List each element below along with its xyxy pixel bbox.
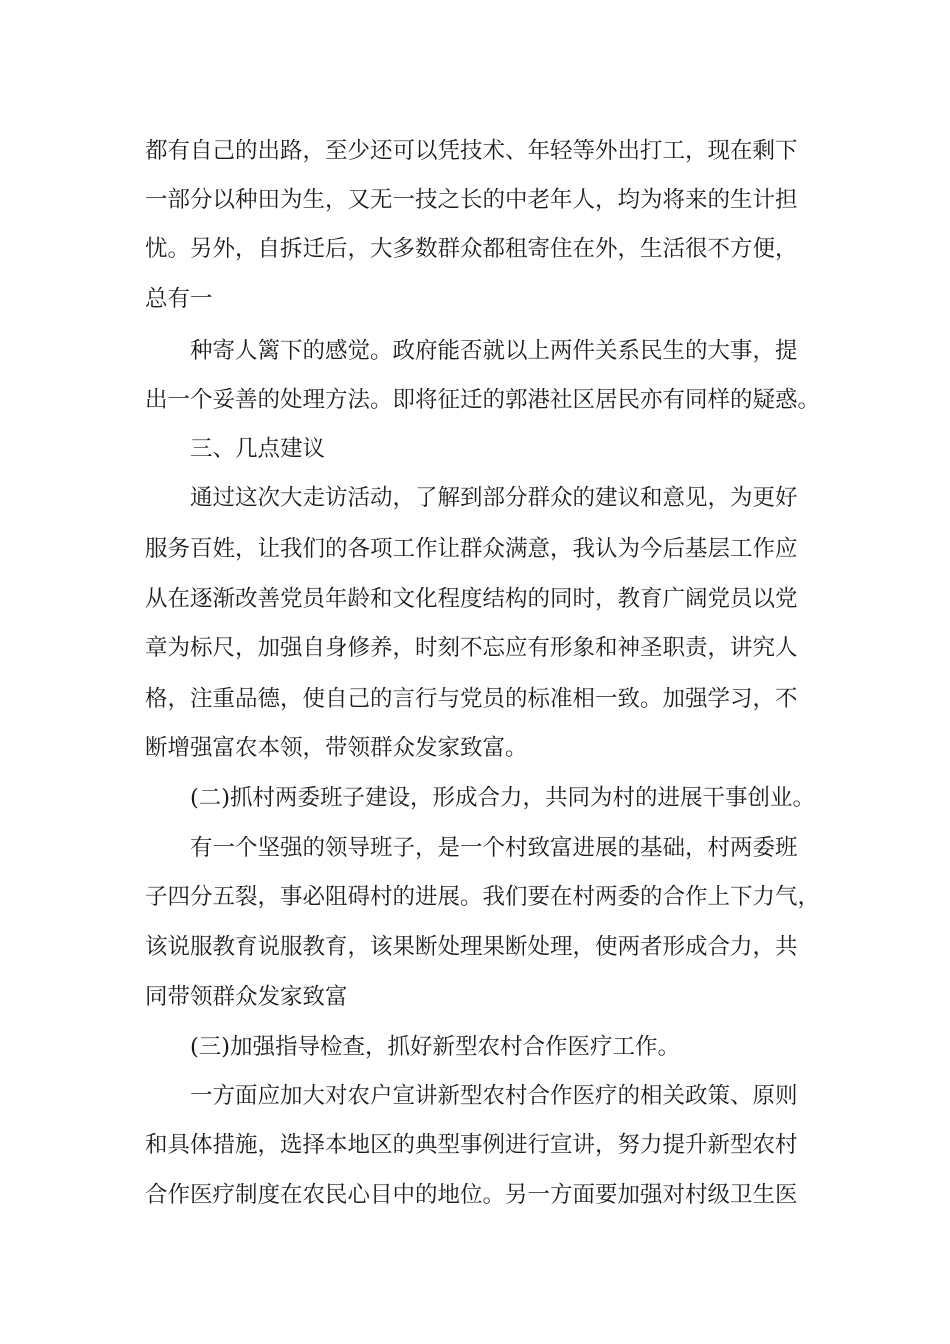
paragraph-first-line: 通过这次大走访活动，了解到部分群众的建议和意见，为更好 [190, 485, 798, 511]
text-line: 断增强富农本领，带领群众发家致富。 [145, 735, 528, 761]
text-line: 格，注重品德，使自己的言行与党员的标准相一致。加强学习，不 [145, 686, 798, 712]
section-heading: 三、几点建议 [190, 436, 326, 462]
text-line: 从在逐渐改善党员年龄和文化程度结构的同时，教育广阔党员以党 [145, 586, 798, 612]
subsection-heading: (三)加强指导检查，抓好新型农村合作医疗工作。 [190, 1034, 681, 1060]
text-line: 合作医疗制度在农民心目中的地位。另一方面要加强对村级卫生医 [145, 1182, 798, 1208]
paragraph-first-line: 有一个坚强的领导班子，是一个村致富进展的基础，村两委班 [190, 835, 798, 861]
paragraph-first-line: 一方面应加大对农户宣讲新型农村合作医疗的相关政策、原则 [190, 1083, 798, 1109]
subsection-heading: (二)抓村两委班子建设，形成合力，共同为村的进展干事创业。 [190, 785, 816, 811]
text-line: 和具体措施，选择本地区的典型事例进行宣讲，努力提升新型农村 [145, 1132, 798, 1158]
text-line: 服务百姓，让我们的各项工作让群众满意，我认为今后基层工作应 [145, 536, 798, 562]
text-line: 出一个妥善的处理方法。即将征迁的郭港社区居民亦有同样的疑惑。 [145, 387, 821, 413]
text-line: 总有一 [145, 286, 213, 312]
paragraph-first-line: 种寄人篱下的感觉。政府能否就以上两件关系民生的大事，提 [190, 338, 798, 364]
text-line: 子四分五裂，事必阻碍村的进展。我们要在村两委的合作上下力气， [145, 884, 821, 910]
text-line: 一部分以种田为生，又无一技之长的中老年人，均为将来的生计担 [145, 187, 798, 213]
text-line: 同带领群众发家致富 [145, 984, 348, 1010]
text-line: 章为标尺，加强自身修养，时刻不忘应有形象和神圣职责，讲究人 [145, 635, 798, 661]
text-line: 都有自己的出路，至少还可以凭技术、年轻等外出打工，现在剩下 [145, 138, 798, 164]
text-line: 该说服教育说服教育，该果断处理果断处理，使两者形成合力，共 [145, 934, 798, 960]
text-line: 忧。另外，自拆迁后，大多数群众都租寄住在外，生活很不方便， [145, 236, 798, 262]
